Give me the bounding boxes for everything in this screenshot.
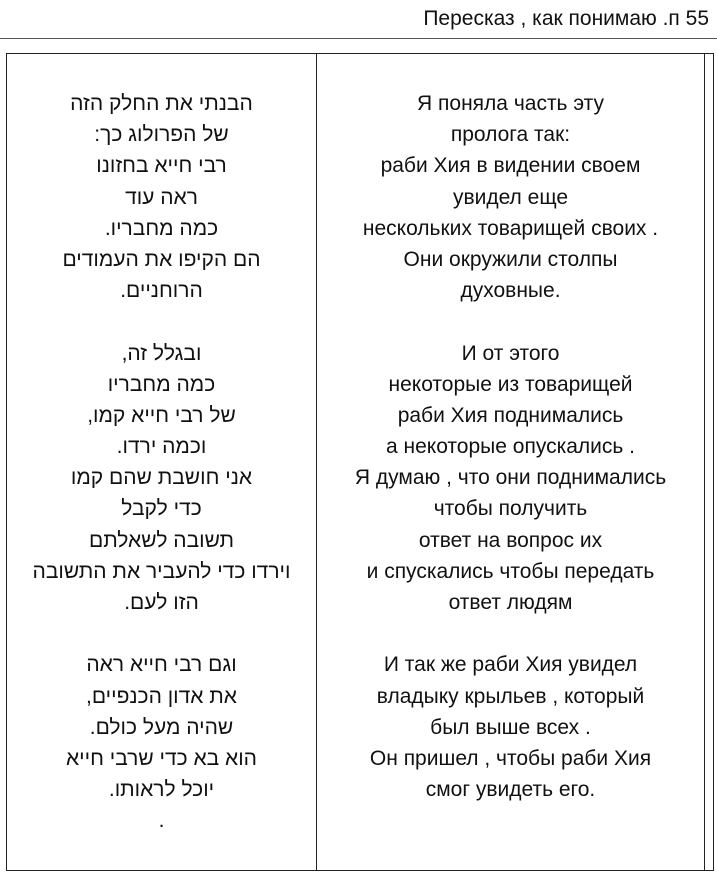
russian-line: ответ людям bbox=[448, 591, 573, 614]
hebrew-line: הוא בא כדי שרבי חייא bbox=[65, 746, 257, 770]
hebrew-line: ובגלל זה, bbox=[121, 341, 202, 365]
russian-line: увидел еще bbox=[452, 185, 569, 209]
russian-line: раби Хия в видении своем bbox=[380, 154, 641, 178]
hebrew-column bbox=[7, 54, 316, 870]
hebrew-line: תשובה לשאלתם bbox=[88, 528, 235, 552]
hebrew-text bbox=[7, 88, 316, 837]
hebrew-line: וירדו כדי להעביר את התשובה bbox=[32, 559, 291, 583]
document-header bbox=[0, 0, 717, 39]
russian-line: Они окружили столпы bbox=[403, 247, 618, 271]
hebrew-line: ראה עוד bbox=[125, 185, 198, 209]
russian-line: владыку крыльев , который bbox=[376, 684, 645, 708]
hebrew-line: . bbox=[158, 809, 165, 833]
hebrew-line: רבי חייא בחזונו bbox=[96, 154, 227, 178]
hebrew-line: הבנתי את החלק הזה bbox=[70, 92, 253, 115]
hebrew-line: כמה מחבריו. bbox=[104, 216, 219, 240]
hebrew-line: הזו לעם. bbox=[124, 591, 199, 614]
stanza-gap bbox=[7, 618, 316, 649]
russian-line: И от этого bbox=[461, 341, 560, 365]
russian-line: Я поняла часть эту bbox=[417, 92, 604, 115]
hebrew-line: אני חושבת שהם קמו bbox=[70, 466, 253, 490]
hebrew-line: וכמה ירדו. bbox=[116, 435, 207, 459]
russian-line: раби Хия поднимались bbox=[397, 403, 624, 427]
hebrew-line: שהיה מעל כולם. bbox=[89, 715, 234, 739]
hebrew-line: של הפרולוג כך: bbox=[94, 123, 229, 147]
russian-line: Он пришел , чтобы раби Хия bbox=[369, 746, 652, 770]
russian-column bbox=[316, 54, 705, 870]
hebrew-line: הם הקיפו את העמודים bbox=[62, 247, 261, 271]
russian-line: и спускались чтобы передать bbox=[366, 559, 655, 583]
stanza-gap bbox=[317, 618, 704, 649]
header-title: Пересказ , как понимаю .п 55 bbox=[423, 7, 709, 30]
table-edge-column bbox=[704, 54, 713, 870]
hebrew-line: כדי לקבל bbox=[121, 497, 202, 521]
russian-line: а некоторые опускались . bbox=[385, 435, 636, 459]
russian-line: чтобы получить bbox=[433, 497, 588, 521]
stanza-gap bbox=[317, 306, 704, 337]
hebrew-line: הרוחניים. bbox=[120, 279, 203, 303]
russian-line: духовные. bbox=[460, 279, 561, 303]
russian-line: И так же раби Хия увидел bbox=[383, 653, 638, 677]
translation-table bbox=[6, 53, 714, 871]
hebrew-line: של רבי חייא קמו, bbox=[87, 403, 236, 427]
hebrew-line: יוכל לראותו. bbox=[108, 778, 215, 802]
stanza-gap bbox=[7, 306, 316, 337]
hebrew-line: וגם רבי חייא ראה bbox=[86, 653, 237, 677]
russian-text bbox=[317, 88, 704, 805]
russian-line: некоторые из товарищей bbox=[388, 372, 633, 396]
russian-line: был выше всех . bbox=[430, 715, 591, 739]
hebrew-line: כמה מחבריו bbox=[107, 372, 216, 396]
russian-line: смог увидеть его. bbox=[425, 778, 596, 802]
russian-line: ответ на вопрос их bbox=[418, 528, 603, 552]
russian-line: Я думаю , что они поднимались bbox=[354, 466, 667, 490]
hebrew-line: את אדון הכנפיים, bbox=[86, 684, 237, 708]
russian-line: пролога так: bbox=[450, 123, 571, 147]
russian-line: нескольких товарищей своих . bbox=[362, 216, 659, 240]
